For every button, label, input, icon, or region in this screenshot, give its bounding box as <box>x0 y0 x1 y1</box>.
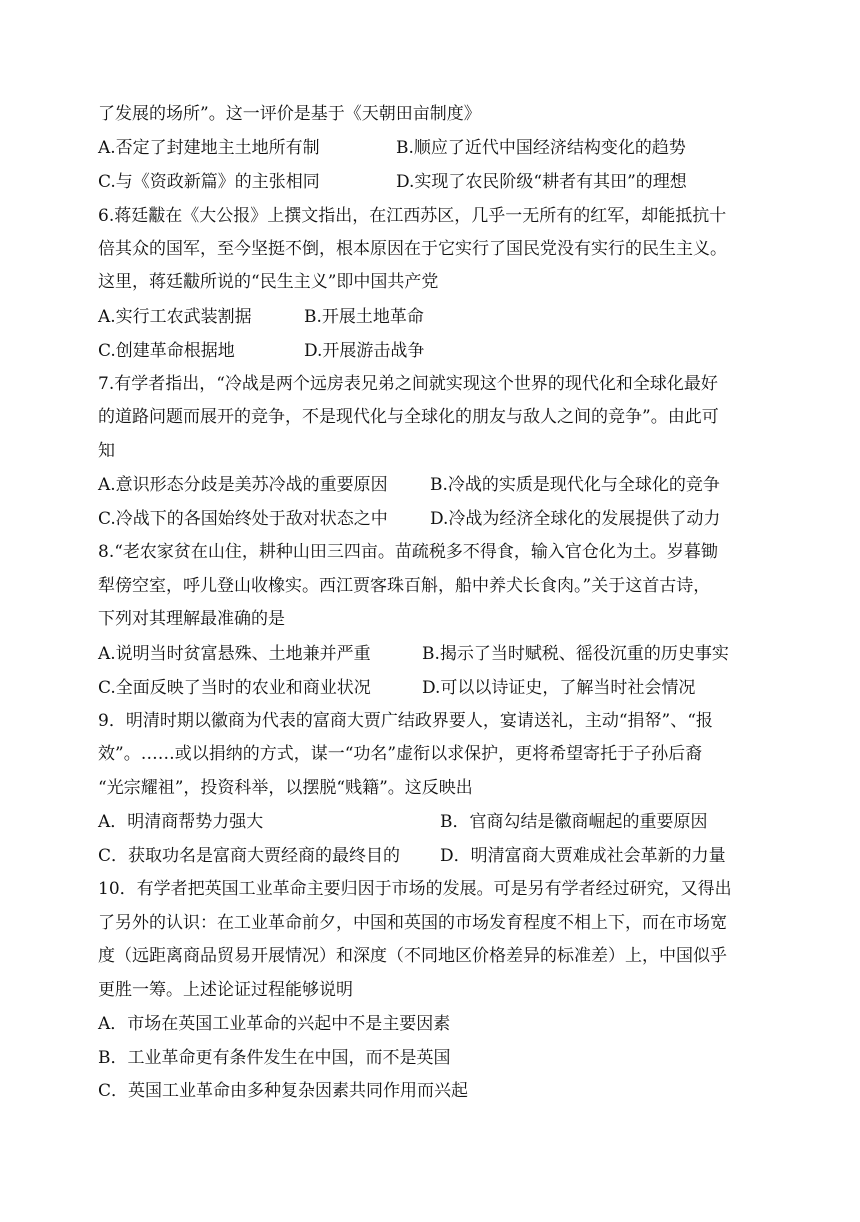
q8-stem-line-3: 下列对其理解最准确的是 <box>98 609 285 629</box>
q7-stem-line-3: 知 <box>98 441 115 461</box>
q5-option-b: B.顺应了近代中国经济结构变化的趋势 <box>396 138 686 158</box>
q8-stem-line-1: 8.“老农家贫在山住，耕种山田三四亩。苗疏税多不得食，输入官仓化为土。岁暮锄 <box>98 542 718 562</box>
q9-option-d: D．明清富商大贾难成社会革新的力量 <box>440 846 726 866</box>
q5-option-d: D.实现了农民阶级“耕者有其田”的理想 <box>396 172 687 192</box>
q8-option-d: D.可以以诗证史，了解当时社会情况 <box>422 678 696 698</box>
q7-stem-line-1: 7.有学者指出，“冷战是两个远房表兄弟之间就实现这个世界的现代化和全球化最好 <box>98 374 718 394</box>
q8-stem-line-2: 犁傍空室，呼儿登山收橡实。西江贾客珠百斛，船中养犬长食肉。”关于这首古诗， <box>98 576 711 596</box>
q10-stem-line-1: 10．有学者把英国工业革命主要归因于市场的发展。可是另有学者经过研究，又得出 <box>98 879 732 899</box>
q7-option-a: A.意识形态分歧是美苏冷战的重要原因 <box>98 475 388 495</box>
q5-option-c: C.与《资政新篇》的主张相同 <box>98 172 320 192</box>
q7-option-c: C.冷战下的各国始终处于敌对状态之中 <box>98 509 388 529</box>
q10-option-b: B．工业革命更有条件发生在中国，而不是英国 <box>98 1048 451 1068</box>
q10-option-c: C．英国工业革命由多种复杂因素共同作用而兴起 <box>98 1081 469 1101</box>
q7-stem-line-2: 的道路问题而展开的竞争，不是现代化与全球化的朋友与敌人之间的竞争”。由此可 <box>98 407 719 427</box>
q9-stem-line-1: 9．明清时期以徽商为代表的富商大贾广结政界要人，宴请送礼，主动“捐帑”、“报 <box>98 711 713 731</box>
q6-option-c: C.创建革命根据地 <box>98 341 235 361</box>
q10-stem-line-4: 更胜一筹。上述论证过程能够说明 <box>98 980 353 1000</box>
q6-stem-line-3: 这里，蒋廷黻所说的“民生主义”即中国共产党 <box>98 272 439 292</box>
q9-stem-line-3: “光宗耀祖”，投资科举，以摆脱“贱籍”。这反映出 <box>98 778 473 798</box>
q8-option-b: B.揭示了当时赋税、徭役沉重的历史事实 <box>422 644 729 664</box>
q6-option-a: A.实行工农武装割据 <box>98 307 252 327</box>
q5-stem-tail: 了发展的场所”。这一评价是基于《天朝田亩制度》 <box>98 104 481 124</box>
q6-option-b: B.开展土地革命 <box>304 307 424 327</box>
q7-option-b: B.冷战的实质是现代化与全球化的竞争 <box>430 475 720 495</box>
q9-option-a: A．明清商帮势力强大 <box>98 812 264 832</box>
q6-stem-line-1: 6.蒋廷黻在《大公报》上撰文指出，在江西苏区，几乎一无所有的红军，却能抵抗十 <box>98 206 727 226</box>
q9-stem-line-2: 效”。……或以捐纳的方式，谋一“功名”虚衔以求保护，更将希望寄托于子孙后裔 <box>98 744 703 764</box>
q8-option-a: A.说明当时贫富悬殊、土地兼并严重 <box>98 644 371 664</box>
q6-stem-line-2: 倍其众的国军，至今坚挺不倒，根本原因在于它实行了国民党没有实行的民生主义。 <box>98 239 727 259</box>
q10-option-a: A．市场在英国工业革命的兴起中不是主要因素 <box>98 1014 451 1034</box>
q9-option-c: C．获取功名是富商大贾经商的最终目的 <box>98 846 401 866</box>
q8-option-c: C.全面反映了当时的农业和商业状况 <box>98 678 371 698</box>
q10-stem-line-2: 了另外的认识：在工业革命前夕，中国和英国的市场发育程度不相上下，而在市场宽 <box>98 913 727 933</box>
q10-stem-line-3: 度（远距离商品贸易开展情况）和深度（不同地区价格差异的标准差）上，中国似乎 <box>98 946 727 966</box>
q6-option-d: D.开展游击战争 <box>304 341 425 361</box>
q7-option-d: D.冷战为经济全球化的发展提供了动力 <box>430 509 721 529</box>
q9-option-b: B．官商勾结是徽商崛起的重要原因 <box>440 812 708 832</box>
q5-option-a: A.否定了封建地主土地所有制 <box>98 138 320 158</box>
